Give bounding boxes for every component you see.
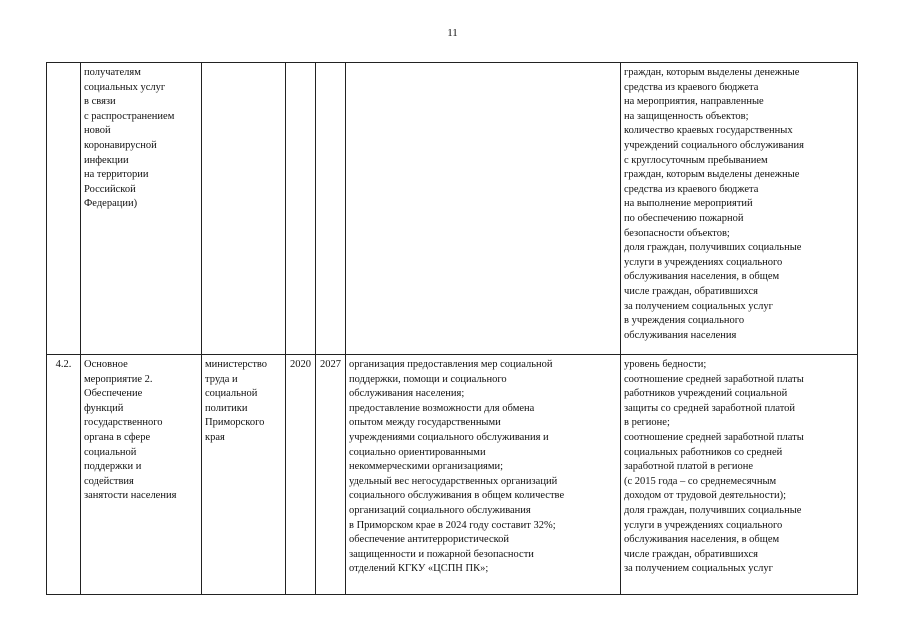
text-line: обслуживания населения — [624, 329, 737, 341]
text-line: доля граждан, получивших социальные — [624, 242, 802, 254]
cell-executor — [202, 63, 286, 355]
text-line: социально ориентированными — [349, 446, 486, 458]
text-line: обеспечение антитеррористической — [349, 534, 510, 546]
text-line: некоммерческими организациями; — [349, 461, 504, 473]
text-line: в регионе; — [624, 417, 670, 429]
text-line: обслуживания населения, в общем — [624, 534, 780, 546]
cell-measure-name — [81, 355, 202, 595]
text-line: уровень бедности; — [624, 359, 707, 370]
table-row — [47, 63, 858, 355]
text-line: доходом от трудовой деятельности); — [624, 490, 787, 502]
text-line: Приморского — [205, 417, 265, 429]
cell-start-year — [286, 63, 316, 355]
text-line: получателям — [84, 67, 141, 78]
table-row — [47, 355, 858, 595]
text-line: услуги в учреждениях социального — [624, 256, 783, 268]
text-line: на территории — [84, 169, 149, 181]
text-line: количество краевых государственных — [624, 125, 793, 137]
text-line: средства из краевого бюджета — [624, 81, 759, 93]
cell-measure-name — [81, 63, 202, 355]
text-line: в Приморском крае в 2024 году составит 32%; — [349, 519, 556, 531]
text-line: края — [205, 431, 225, 443]
cell-indicators — [621, 63, 858, 355]
text-line: коронавирусной — [84, 139, 157, 151]
text-line: социального обслуживания в общем количестве — [349, 490, 565, 502]
text-line: мероприятие 2. — [84, 373, 153, 385]
text-line: социальной — [84, 446, 137, 458]
text-line: заработной платой в регионе — [624, 461, 754, 473]
cell-expected-results — [346, 63, 621, 355]
text-line: социальных работников со средней — [624, 446, 783, 458]
text-line: опытом между государственными — [349, 417, 501, 429]
text-line: организаций социального обслуживания — [349, 504, 531, 516]
text-line: числе граждан, обратившихся — [624, 285, 758, 297]
text-line: доля граждан, получивших социальные — [624, 504, 802, 516]
text-line: на мероприятия, направленные — [624, 96, 764, 108]
text-line: Федерации) — [84, 198, 138, 210]
text-line: соотношение средней заработной платы — [624, 373, 804, 385]
text-line: содействия — [84, 475, 134, 487]
text-line: с круглосуточным пребыванием — [624, 154, 768, 166]
text-line: по обеспечению пожарной — [624, 212, 744, 224]
text-line: занятости населения — [84, 490, 177, 502]
text-line: работников учреждений социальной — [624, 388, 788, 400]
text-line: с распространением — [84, 110, 175, 122]
text-line: граждан, которым выделены денежные — [624, 67, 800, 78]
text-line: труда и — [205, 373, 238, 385]
text-line: в учреждения социального — [624, 315, 745, 327]
text-line: Обеспечение — [84, 388, 143, 400]
text-line: политики — [205, 402, 248, 414]
text-line: за получением социальных услуг — [624, 563, 773, 575]
text-line: поддержки и — [84, 461, 142, 473]
text-line: числе граждан, обратившихся — [624, 548, 758, 560]
text-line: за получением социальных услуг — [624, 300, 773, 312]
text-line: учреждений социального обслуживания — [624, 139, 804, 151]
text-line: защищенности и пожарной безопасности — [349, 548, 534, 560]
cell-number — [47, 63, 81, 355]
cell-expected-results — [346, 355, 621, 595]
text-line: поддержки, помощи и социального — [349, 373, 507, 385]
text-line: социальных услуг — [84, 81, 166, 93]
text-line: на защищенность объектов; — [624, 110, 749, 122]
cell-executor — [202, 355, 286, 595]
text-line: учреждениями социального обслуживания и — [349, 431, 549, 443]
text-line: Российской — [84, 183, 136, 195]
cell-indicators — [621, 355, 858, 595]
text-line: организация предоставления мер социальной — [349, 359, 553, 370]
program-table — [46, 62, 858, 595]
text-line: социальной — [205, 388, 258, 400]
text-line: инфекции — [84, 154, 129, 166]
text-line: Основное — [84, 359, 128, 370]
text-line: министерство — [205, 359, 268, 370]
text-line: (с 2015 года – со среднемесячным — [624, 475, 777, 487]
text-line: средства из краевого бюджета — [624, 183, 759, 195]
text-line: на выполнение мероприятий — [624, 198, 753, 210]
text-line: государственного — [84, 417, 163, 429]
text-line: обслуживания населения, в общем — [624, 271, 780, 283]
text-line: в связи — [84, 96, 116, 108]
text-line: защиты со средней заработной платой — [624, 402, 796, 414]
text-line: функций — [84, 402, 124, 414]
text-line: органа в сфере — [84, 431, 151, 443]
text-line: услуги в учреждениях социального — [624, 519, 783, 531]
text-line: обслуживания населения; — [349, 388, 465, 400]
text-line: новой — [84, 125, 111, 137]
page-number: 11 — [447, 27, 458, 39]
cell-end-year — [316, 63, 346, 355]
text-line: удельный вес негосударственных организаций — [349, 475, 558, 487]
cell-number: 4.2. — [47, 355, 81, 595]
text-line: отделений КГКУ «ЦСПН ПК»; — [349, 563, 489, 575]
cell-end-year: 2027 — [316, 355, 346, 595]
cell-start-year: 2020 — [286, 355, 316, 595]
text-line: предоставление возможности для обмена — [349, 402, 535, 414]
text-line: соотношение средней заработной платы — [624, 431, 804, 443]
text-line: безопасности объектов; — [624, 227, 730, 239]
text-line: граждан, которым выделены денежные — [624, 169, 800, 181]
